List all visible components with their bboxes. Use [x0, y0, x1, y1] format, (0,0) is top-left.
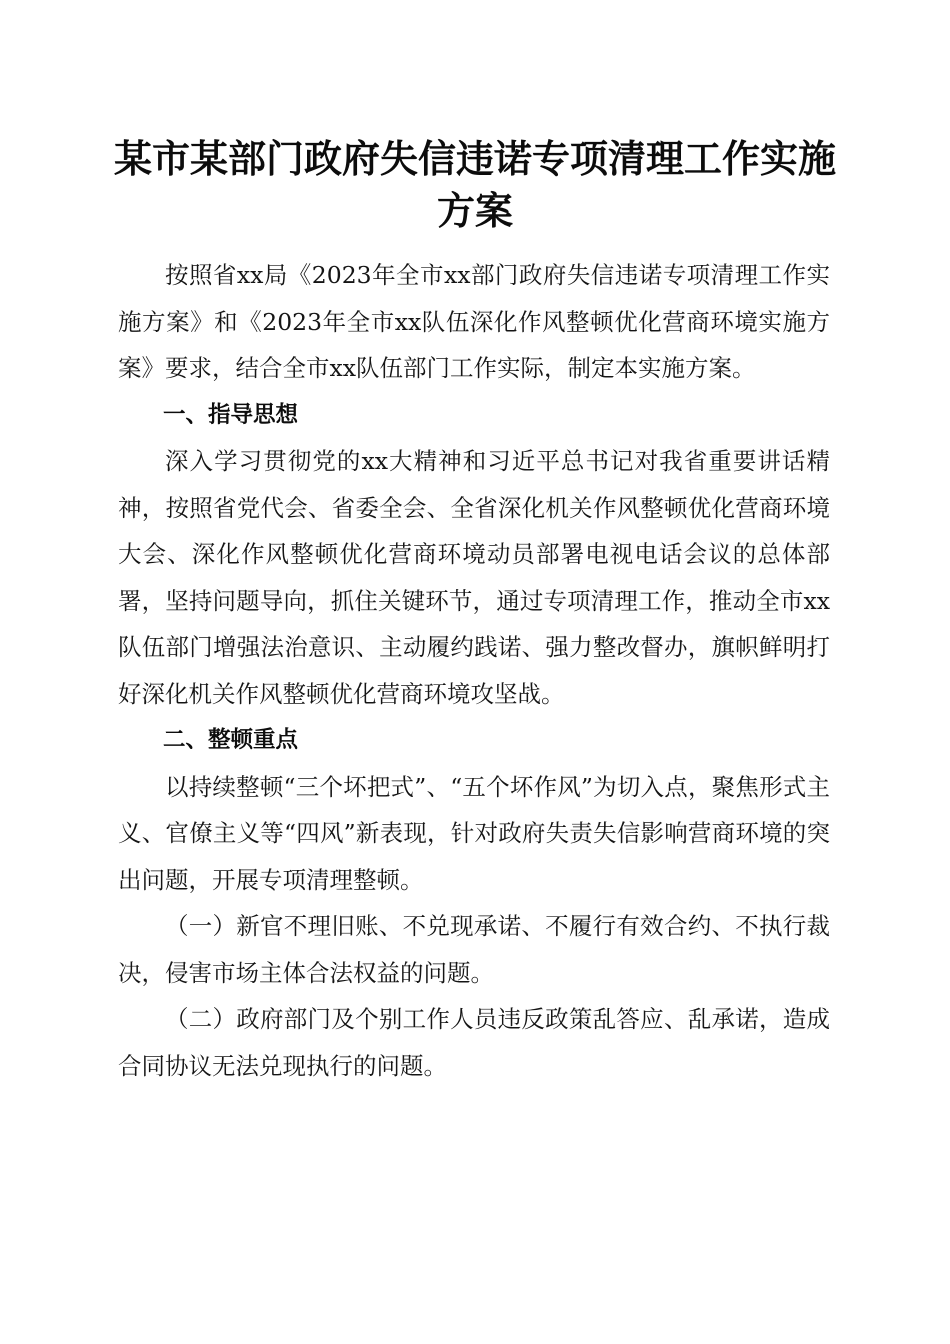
document-title: 某市某部门政府失信违诺专项清理工作实施方案 — [113, 136, 836, 233]
document-body — [118, 252, 830, 1089]
section-heading-rectification-focus: 二、整顿重点 — [163, 727, 299, 753]
intro-paragraph: 按照省xx局《2023年全市xx部门政府失信违诺专项清理工作实施方案》和《2023年全市xx队伍深化作风整顿优化营商环境实施方案》要求，结合全市xx队伍部门工作实际，制定本实施方案。 — [118, 261, 830, 382]
rectification-focus-paragraph: 以持续整顿“三个坏把式”、“五个坏作风”为切入点，聚焦形式主义、官僚主义等“四风”新表现，针对政府失责失信影响营商环境的突出问题，开展专项清理整顿。 — [118, 772, 830, 894]
section-heading-guiding-ideology: 一、指导思想 — [163, 401, 299, 428]
rectification-item-2: （二）政府部门及个别工作人员违反政策乱答应、乱承诺，造成合同协议无法兑现执行的问题。 — [118, 1005, 830, 1080]
guiding-ideology-paragraph: 深入学习贯彻党的xx大精神和习近平总书记对我省重要讲话精神，按照省党代会、省委全会、全省深化机关作风整顿优化营商环境大会、深化作风整顿优化营商环境动员部署电视电话会议的总体部署，坚持问题导向，抓住关键环节，通过专项清理工作，推动全市xx队伍部门增强法治意识、主动履约践诺、强力整改督办，旗帜鲜明打好深化机关作风整顿优化营商环境攻坚战。 — [118, 447, 830, 708]
rectification-item-1: （一）新官不理旧账、不兑现承诺、不履行有效合约、不执行裁决，侵害市场主体合法权益的问题。 — [118, 912, 830, 987]
